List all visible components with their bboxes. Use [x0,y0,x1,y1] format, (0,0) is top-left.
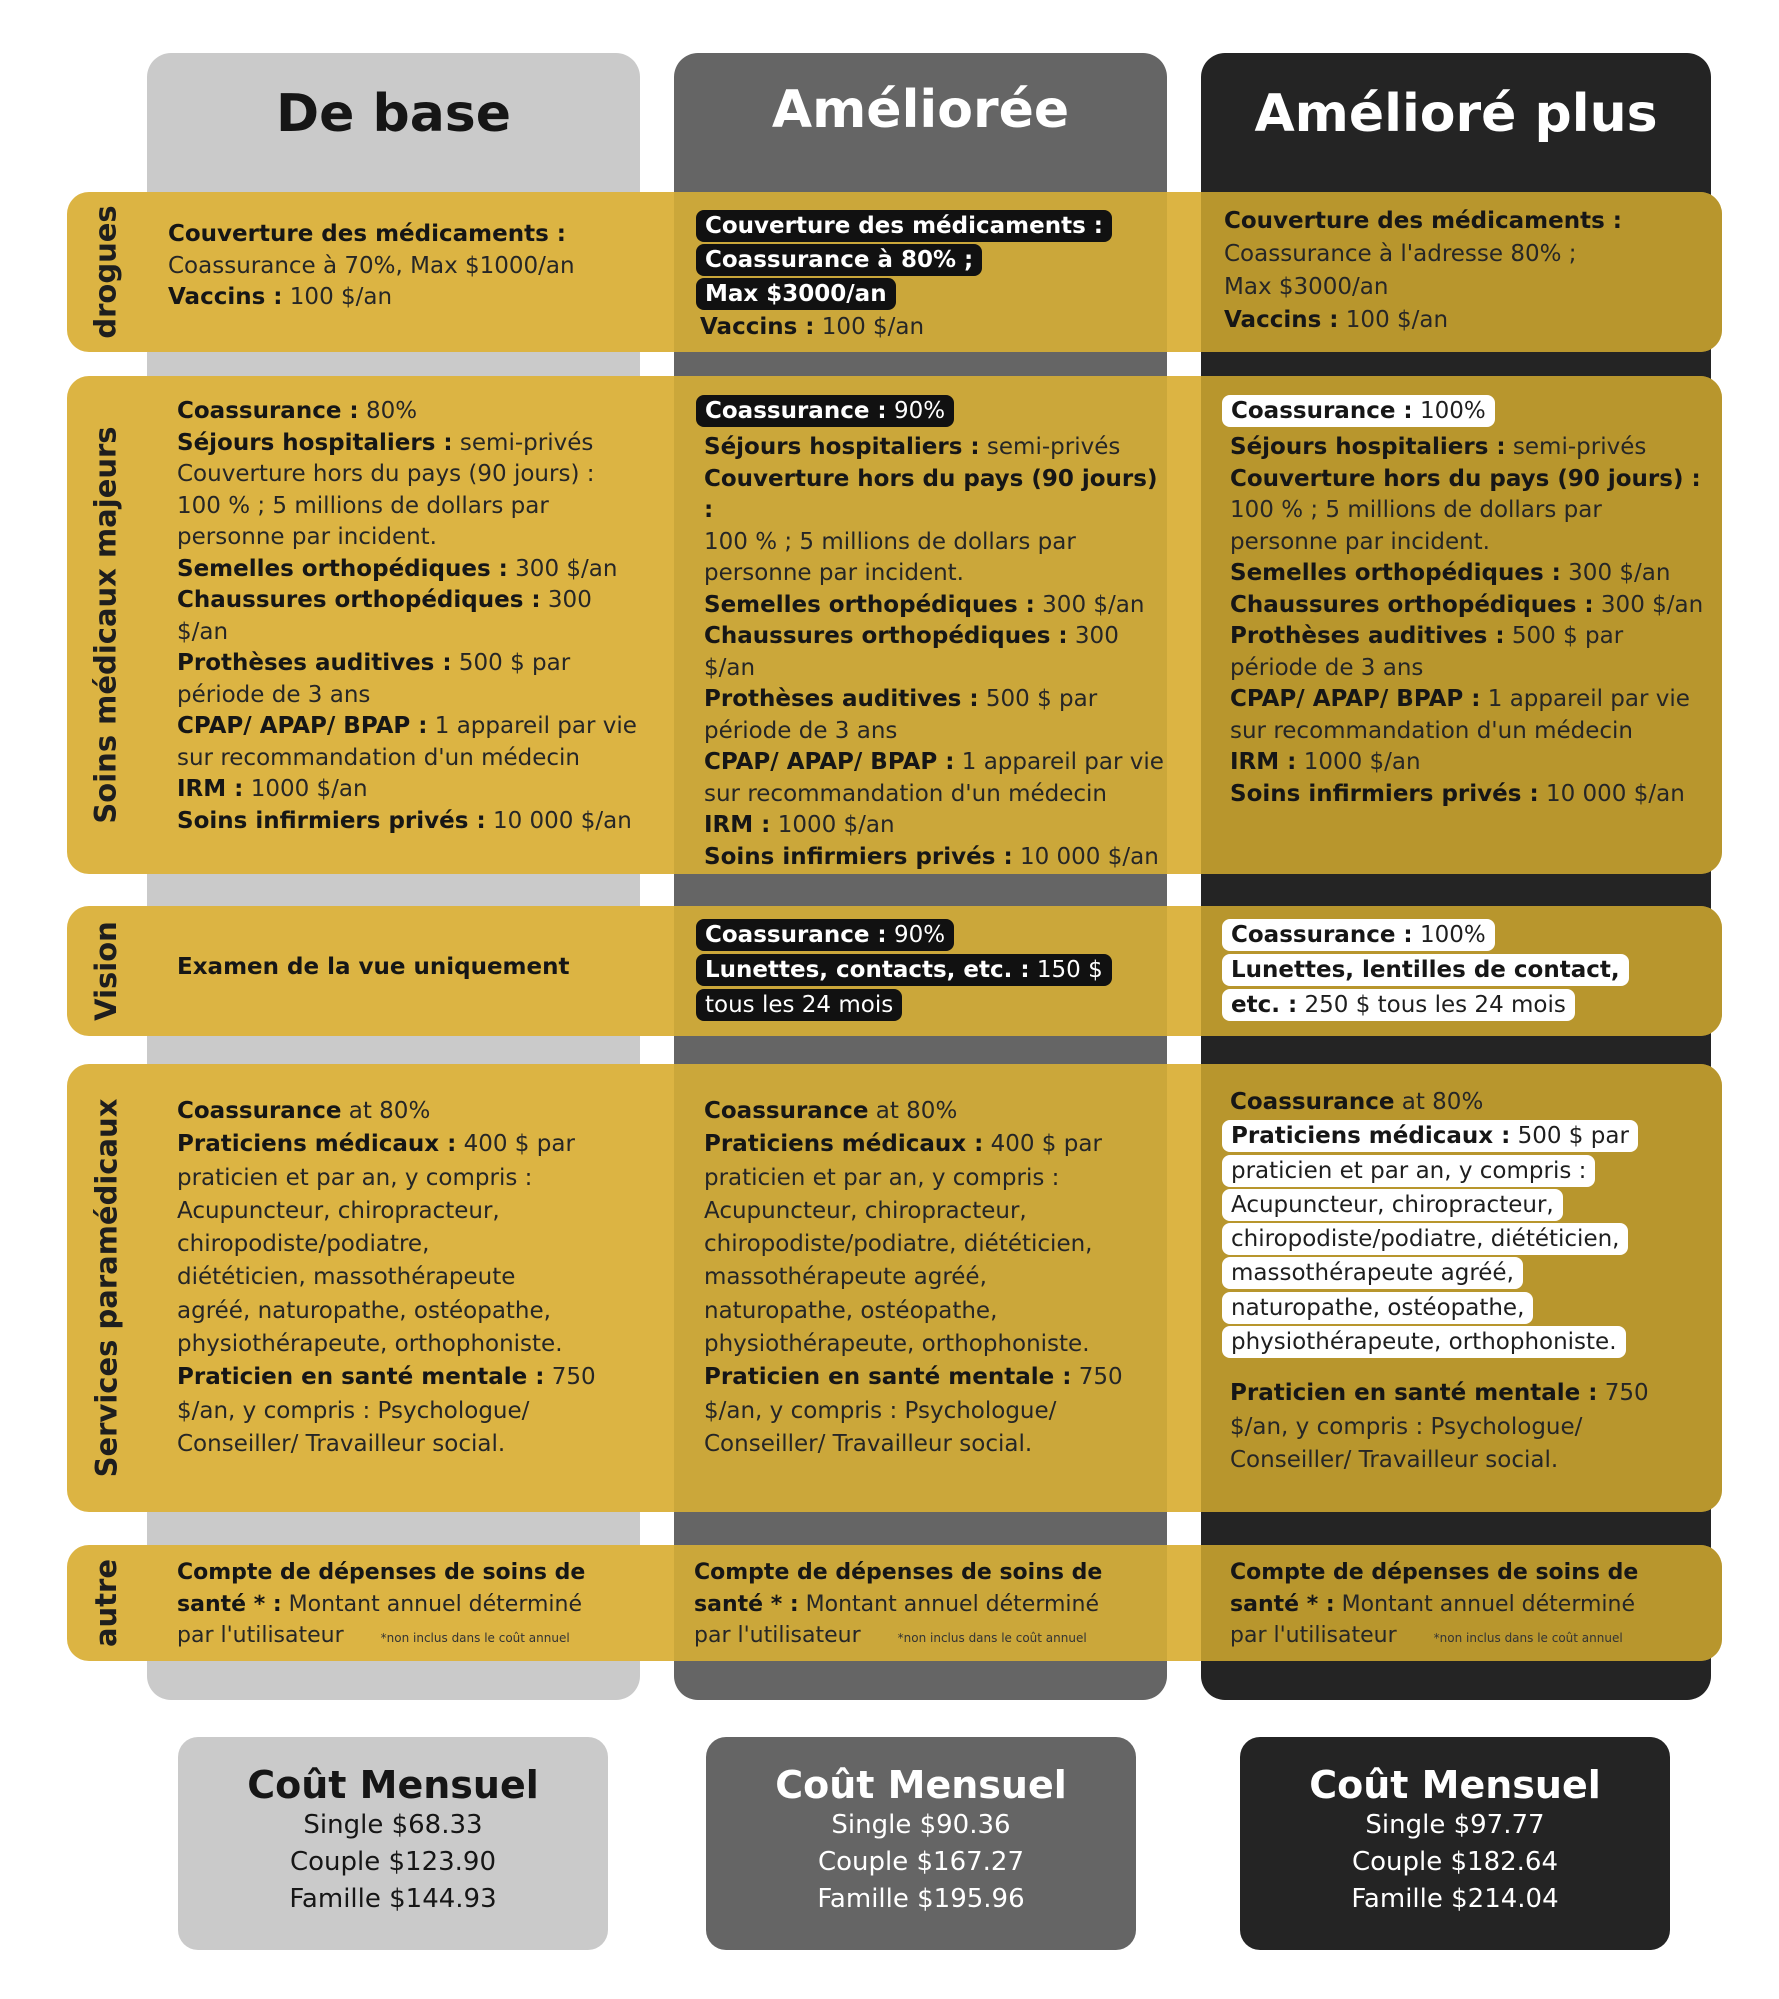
cost-box-plus [1240,1737,1670,1950]
category-vision: Vision [89,921,123,1021]
autre-plus: Compte de dépenses de soins de santé * : Montant annuel déterminé par l'utilisateur *non inclus dans le coût annuel [1230,1560,1639,1648]
cost-couple: Couple $167.27 [817,1847,1025,1877]
cost-famille: Famille $214.04 [1351,1884,1559,1914]
vision-plus: Coassurance : 100% Lunettes, lentilles de contact, etc. : 250 $ tous les 24 mois [1222,918,1712,1023]
soins-plus: Coassurance : 100% Séjours hospitaliers : semi-privés Couverture hors du pays (90 jours) : 100 % ; 5 millions de dollars par personne par incident. Semelles orthopédiques : 300 $/an Chaussures orthopédiques : 300 $/an Prothèses auditives : 500 $ par période de 3 ans CPAP/ APAP/ BPAP : 1 appareil par vie sur recommandation d'un médecin IRM : 1000 $/an Soins infirmiers privés : 10 000 $/an [1222,394,1712,810]
category-soins: Soins médicaux majeurs [89,426,123,824]
category-para: Services paramédicaux [89,1098,123,1478]
vision-base: Examen de la vue uniquement [177,954,570,980]
autre-amelioree: Compte de dépenses de soins de santé * : Montant annuel déterminé par l'utilisateur *non inclus dans le coût annuel [694,1560,1103,1648]
cost-couple: Couple $123.90 [289,1847,497,1877]
cost-single: Single $68.33 [303,1810,483,1840]
drogues-plus: Couverture des médicaments : Coassurance à l'adresse 80% ; Max $3000/an Vaccins : 100 $/an [1224,208,1622,333]
category-autre: autre [89,1558,123,1648]
plan-title-base: De base [275,84,512,144]
vision-amelioree: Coassurance : 90% Lunettes, contacts, etc. : 150 $ tous les 24 mois [696,918,1166,1023]
plan-title-amelioree: Améliorée [771,80,1070,140]
cost-single: Single $97.77 [1365,1810,1545,1840]
cost-title: Coût Mensuel [775,1763,1067,1807]
cost-single: Single $90.36 [831,1810,1011,1840]
category-drogues: drogues [89,205,124,339]
para-base: Coassurance at 80% Praticiens médicaux : 400 $ par praticien et par an, y compris : Acupuncteur, chiropracteur, chiropodiste/podiatre, diététicien, massothérapeute agréé, naturopathe, ostéopathe, physiothérapeute, orthophoniste. Praticien en santé mentale : 750 $/an, y compris : Psychologue/ Conseiller/ Travailleur social. [177,1098,596,1457]
cost-title: Coût Mensuel [1309,1763,1601,1807]
para-amelioree: Coassurance at 80% Praticiens médicaux : 400 $ par praticien et par an, y compris : Acupuncteur, chiropracteur, chiropodiste/podiatre, diététicien, massothérapeute agréé, naturopathe, ostéopathe, physiothérapeute, orthophoniste. Praticien en santé mentale : 750 $/an, y compris : Psychologue/ Conseiller/ Travailleur social. [704,1098,1123,1457]
para-plus: Coassurance at 80% Praticiens médicaux : 500 $ par praticien et par an, y compris : Acupuncteur, chiropracteur, chiropodiste/podiatre, diététicien, massothérapeute agréé, naturopathe, ostéopathe, physiothérapeute, orthophoniste. Praticien en santé mentale : 750 $/an, y compris : Psychologue/ Conseiller/ Travailleur social. [1222,1086,1712,1477]
soins-amelioree: Coassurance : 90% Séjours hospitaliers : semi-privés Couverture hors du pays (90 jours) : 100 % ; 5 millions de dollars par personne par incident. Semelles orthopédiques : 300 $/an Chaussures orthopédiques : 300 $/an Prothèses auditives : 500 $ par période de 3 ans CPAP/ APAP/ BPAP : 1 appareil par vie sur recommandation d'un médecin IRM : 1000 $/an Soins infirmiers privés : 10 000 $/an [696,394,1166,873]
cost-famille: Famille $144.93 [289,1884,497,1914]
soins-base: Coassurance : 80% Séjours hospitaliers : semi-privés Couverture hors du pays (90 jours) : 100 % ; 5 millions de dollars par personne par incident. Semelles orthopédiques : 300 $/an Chaussures orthopédiques : 300 $/an Prothèses auditives : 500 $ par période de 3 ans CPAP/ APAP/ BPAP : 1 appareil par vie sur recommandation d'un médecin IRM : 1000 $/an Soins infirmiers privés : 10 000 $/an [177,398,637,834]
cost-title: Coût Mensuel [247,1763,539,1807]
cost-famille: Famille $195.96 [817,1884,1025,1914]
drogues-amelioree: Couverture des médicaments : Coassurance à 80% ; Max $3000/an Vaccins : 100 $/an [696,209,1156,344]
cost-couple: Couple $182.64 [1351,1847,1559,1877]
drogues-base: Couverture des médicaments : Coassurance à 70%, Max $1000/an Vaccins : 100 $/an [168,221,575,310]
autre-base: Compte de dépenses de soins de santé * : Montant annuel déterminé par l'utilisateur *non inclus dans le coût annuel [177,1560,586,1648]
cost-box-base [178,1737,608,1950]
cost-box-amelioree [706,1737,1136,1950]
plan-title-plus: Amélioré plus [1254,84,1658,144]
